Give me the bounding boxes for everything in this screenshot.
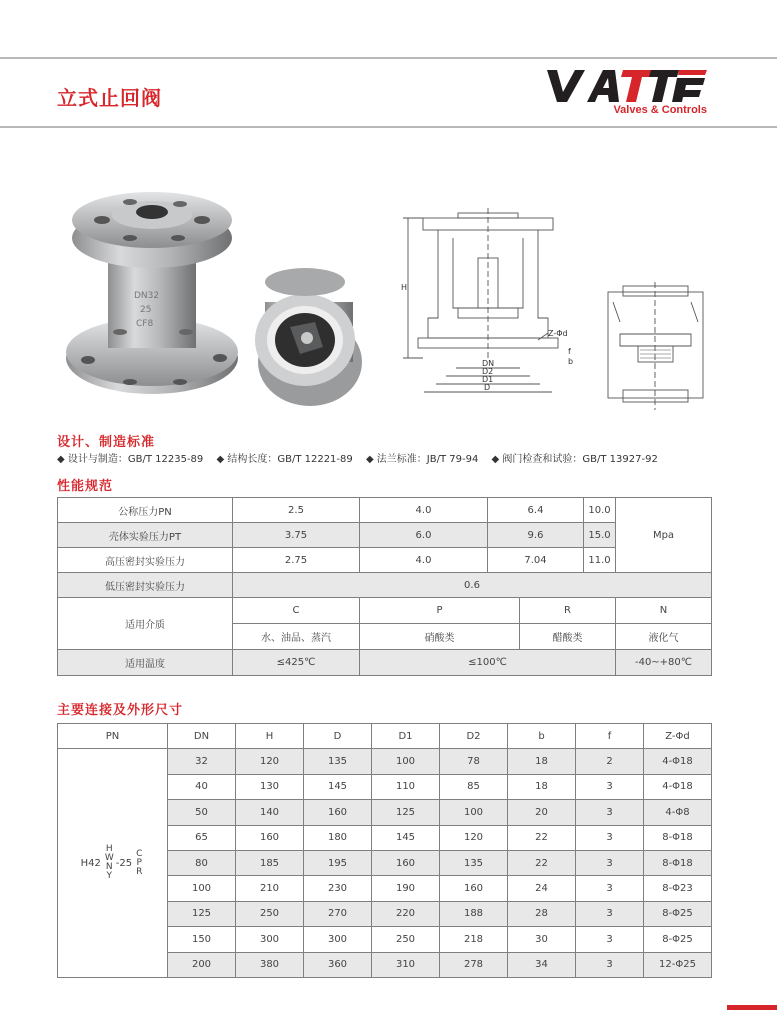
dims-header-row bbox=[58, 724, 712, 749]
dims-header: Z-Φd bbox=[644, 724, 712, 749]
standard-item-inspection: ◆ 阀门检查和试验：GB/T 13927-92 bbox=[491, 454, 658, 465]
page-corner-accent bbox=[727, 1005, 777, 1010]
perf-row-media-codes bbox=[58, 598, 712, 624]
dims-cell: 24 bbox=[508, 876, 576, 901]
brand-logo-subtitle: Valves & Controls bbox=[613, 104, 707, 116]
dims-header: f bbox=[576, 724, 644, 749]
svg-text:25: 25 bbox=[140, 305, 152, 315]
dims-cell: 8-Φ18 bbox=[644, 850, 712, 875]
perf-label-pn: 公称压力PN bbox=[58, 498, 233, 523]
media-code: R bbox=[520, 598, 616, 624]
dims-cell: 120 bbox=[236, 749, 304, 774]
perf-label-pt: 壳体实验压力PT bbox=[58, 523, 233, 548]
dims-cell: 160 bbox=[236, 825, 304, 850]
dims-cell: 4-Φ8 bbox=[644, 800, 712, 825]
perf-value: 2.75 bbox=[233, 548, 360, 573]
dims-cell: 8-Φ25 bbox=[644, 927, 712, 952]
dims-cell: 380 bbox=[236, 952, 304, 977]
dims-cell: 188 bbox=[440, 901, 508, 926]
media-name: 液化气 bbox=[616, 624, 712, 650]
dims-header: PN bbox=[58, 724, 168, 749]
dimensions-title: 主要连接及外形尺寸 bbox=[57, 703, 184, 718]
dims-cell: 8-Φ18 bbox=[644, 825, 712, 850]
dims-cell: 218 bbox=[440, 927, 508, 952]
perf-unit: Mpa bbox=[616, 498, 712, 573]
dims-cell: 300 bbox=[236, 927, 304, 952]
dims-cell: 130 bbox=[236, 774, 304, 799]
drawing-label-b: b bbox=[568, 357, 574, 366]
temperature-value: ≤100℃ bbox=[360, 650, 616, 676]
media-name: 水、油品、蒸汽 bbox=[233, 624, 360, 650]
dims-cell: 3 bbox=[576, 876, 644, 901]
dims-cell: 210 bbox=[236, 876, 304, 901]
model-material: Y bbox=[106, 871, 113, 882]
dims-cell: 78 bbox=[440, 749, 508, 774]
dims-cell: 145 bbox=[372, 825, 440, 850]
model-media: R bbox=[136, 866, 143, 877]
drawing-label-d1: D1 bbox=[482, 375, 494, 384]
perf-value: 7.04 bbox=[488, 548, 584, 573]
dims-cell: 125 bbox=[372, 800, 440, 825]
perf-value: 4.0 bbox=[360, 498, 488, 523]
standard-item-design: ◆ 设计与制造：GB/T 12235-89 bbox=[57, 454, 204, 465]
dims-cell: 4-Φ18 bbox=[644, 774, 712, 799]
dims-cell: 360 bbox=[304, 952, 372, 977]
dims-cell: 34 bbox=[508, 952, 576, 977]
dims-cell: 270 bbox=[304, 901, 372, 926]
media-code: N bbox=[616, 598, 712, 624]
dims-cell: 65 bbox=[168, 825, 236, 850]
dims-cell: 230 bbox=[304, 876, 372, 901]
svg-text:CF8: CF8 bbox=[136, 319, 154, 329]
dims-cell: 100 bbox=[372, 749, 440, 774]
perf-value: 10.0 bbox=[584, 498, 616, 523]
perf-value: 2.5 bbox=[233, 498, 360, 523]
dims-cell: 145 bbox=[304, 774, 372, 799]
perf-label-high-seal: 高压密封实验压力 bbox=[58, 548, 233, 573]
dims-cell: 160 bbox=[304, 800, 372, 825]
perf-value: 6.4 bbox=[488, 498, 584, 523]
valve-threaded-photo bbox=[245, 262, 365, 410]
dims-cell: 3 bbox=[576, 825, 644, 850]
model-material: W bbox=[104, 853, 114, 864]
dims-cell: 3 bbox=[576, 952, 644, 977]
media-code: C bbox=[233, 598, 360, 624]
perf-row-temperature bbox=[58, 650, 712, 676]
dims-cell: 160 bbox=[372, 850, 440, 875]
dims-cell: 20 bbox=[508, 800, 576, 825]
model-pressure: -25 bbox=[115, 857, 133, 869]
dims-cell: 12-Φ25 bbox=[644, 952, 712, 977]
dims-cell: 195 bbox=[304, 850, 372, 875]
media-code: P bbox=[360, 598, 520, 624]
perf-low-seal-value: 0.6 bbox=[233, 573, 712, 598]
dims-cell: 250 bbox=[236, 901, 304, 926]
dims-cell: 110 bbox=[372, 774, 440, 799]
top-divider bbox=[0, 57, 777, 59]
dims-cell: 3 bbox=[576, 850, 644, 875]
performance-table bbox=[57, 497, 712, 676]
media-name: 硝酸类 bbox=[360, 624, 520, 650]
dims-cell: 135 bbox=[304, 749, 372, 774]
dims-cell: 140 bbox=[236, 800, 304, 825]
dims-cell: 3 bbox=[576, 774, 644, 799]
dims-cell: 185 bbox=[236, 850, 304, 875]
dims-cell: 135 bbox=[440, 850, 508, 875]
standard-item-flange: ◆ 法兰标准：JB/T 79-94 bbox=[365, 454, 479, 465]
dims-cell: 100 bbox=[168, 876, 236, 901]
temperature-value: ≤425℃ bbox=[233, 650, 360, 676]
dims-cell: 30 bbox=[508, 927, 576, 952]
perf-label-low-seal: 低压密封实验压力 bbox=[58, 573, 233, 598]
drawing-label-h: H bbox=[401, 283, 408, 292]
dims-cell: 18 bbox=[508, 749, 576, 774]
dims-cell: 125 bbox=[168, 901, 236, 926]
dims-header: D1 bbox=[372, 724, 440, 749]
drawing-label-dn: DN bbox=[482, 359, 495, 368]
standards-list bbox=[57, 450, 757, 465]
dims-cell: 8-Φ23 bbox=[644, 876, 712, 901]
dims-header: DN bbox=[168, 724, 236, 749]
model-material: H bbox=[105, 844, 113, 855]
dims-cell: 250 bbox=[372, 927, 440, 952]
dimensions-table bbox=[57, 723, 712, 978]
dims-cell: 120 bbox=[440, 825, 508, 850]
svg-text:DN32: DN32 bbox=[134, 291, 160, 301]
dims-cell: 180 bbox=[304, 825, 372, 850]
dims-cell: 40 bbox=[168, 774, 236, 799]
dims-cell: 100 bbox=[440, 800, 508, 825]
perf-value: 11.0 bbox=[584, 548, 616, 573]
dims-header: D2 bbox=[440, 724, 508, 749]
media-name: 醋酸类 bbox=[520, 624, 616, 650]
performance-title: 性能规范 bbox=[57, 479, 114, 494]
drawing-label-d2: D2 bbox=[482, 367, 494, 376]
perf-value: 4.0 bbox=[360, 548, 488, 573]
model-media: P bbox=[136, 857, 142, 868]
dims-cell: 80 bbox=[168, 850, 236, 875]
dims-cell: 3 bbox=[576, 927, 644, 952]
perf-row-high-seal bbox=[58, 548, 712, 573]
dims-row bbox=[58, 749, 712, 774]
model-designation bbox=[58, 749, 168, 978]
dims-cell: 22 bbox=[508, 825, 576, 850]
dims-cell: 300 bbox=[304, 927, 372, 952]
brand-logo bbox=[545, 66, 715, 122]
dims-cell: 310 bbox=[372, 952, 440, 977]
perf-value: 15.0 bbox=[584, 523, 616, 548]
dims-cell: 18 bbox=[508, 774, 576, 799]
standards-title: 设计、制造标准 bbox=[57, 435, 156, 450]
dims-cell: 3 bbox=[576, 901, 644, 926]
model-media: C bbox=[136, 848, 143, 859]
model-prefix: H42 bbox=[80, 857, 101, 869]
dims-cell: 50 bbox=[168, 800, 236, 825]
standard-item-length: ◆ 结构长度：GB/T 12221-89 bbox=[216, 454, 353, 465]
dims-cell: 8-Φ25 bbox=[644, 901, 712, 926]
perf-label-temperature: 适用温度 bbox=[58, 650, 233, 676]
drawing-label-zd: Z-Φd bbox=[548, 329, 568, 338]
dims-cell: 2 bbox=[576, 749, 644, 774]
perf-row-pn bbox=[58, 498, 712, 523]
brand-logo-mark bbox=[545, 66, 715, 106]
drawing-flanged bbox=[398, 208, 578, 408]
valve-flanged-photo bbox=[60, 190, 245, 405]
header-divider bbox=[0, 126, 777, 128]
perf-row-low-seal bbox=[58, 573, 712, 598]
perf-value: 6.0 bbox=[360, 523, 488, 548]
dims-header: D bbox=[304, 724, 372, 749]
page-title: 立式止回阀 bbox=[57, 86, 162, 110]
dims-cell: 190 bbox=[372, 876, 440, 901]
dims-cell: 220 bbox=[372, 901, 440, 926]
drawing-label-d: D bbox=[484, 383, 491, 392]
dims-cell: 278 bbox=[440, 952, 508, 977]
dims-cell: 28 bbox=[508, 901, 576, 926]
dims-header: H bbox=[236, 724, 304, 749]
perf-value: 9.6 bbox=[488, 523, 584, 548]
temperature-value: -40~+80℃ bbox=[616, 650, 712, 676]
dims-cell: 150 bbox=[168, 927, 236, 952]
perf-row-pt bbox=[58, 523, 712, 548]
dims-cell: 200 bbox=[168, 952, 236, 977]
model-material: N bbox=[105, 862, 113, 873]
drawing-threaded bbox=[598, 282, 713, 410]
dims-cell: 3 bbox=[576, 800, 644, 825]
dims-cell: 32 bbox=[168, 749, 236, 774]
dims-cell: 4-Φ18 bbox=[644, 749, 712, 774]
perf-label-media: 适用介质 bbox=[58, 598, 233, 650]
dims-cell: 85 bbox=[440, 774, 508, 799]
perf-value: 3.75 bbox=[233, 523, 360, 548]
dims-cell: 22 bbox=[508, 850, 576, 875]
dims-cell: 160 bbox=[440, 876, 508, 901]
dims-header: b bbox=[508, 724, 576, 749]
drawing-label-f: f bbox=[568, 347, 571, 356]
